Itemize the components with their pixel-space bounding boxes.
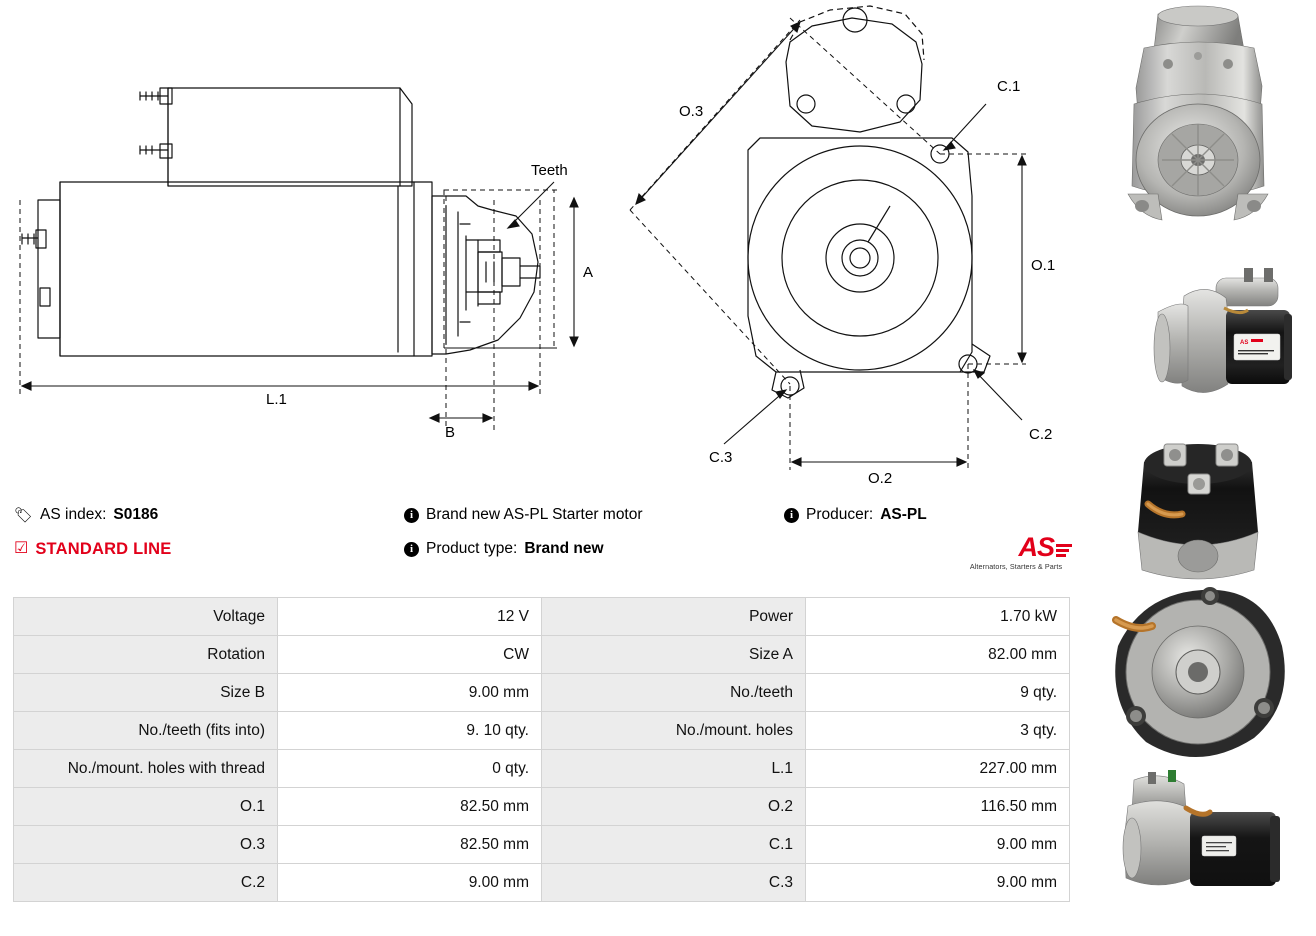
info-icon: i (404, 508, 419, 523)
spec-value: 82.50 mm (278, 788, 542, 826)
spec-label: Size A (542, 636, 806, 674)
spec-label: Size B (14, 674, 278, 712)
svg-text:O.1: O.1 (1031, 257, 1056, 274)
svg-text:C.1: C.1 (997, 78, 1021, 95)
spec-value: 9.00 mm (278, 864, 542, 902)
spec-value: 9. 10 qty. (278, 712, 542, 750)
as-index (14, 506, 404, 524)
starter-photo-drive-end[interactable] (1098, 580, 1298, 766)
spec-value: 116.50 mm (806, 788, 1070, 826)
spec-label: O.2 (542, 788, 806, 826)
spec-label: C.2 (14, 864, 278, 902)
spec-label: No./mount. holes with thread (14, 750, 278, 788)
product-type-label: Product type: (426, 540, 518, 557)
spec-label: No./mount. holes (542, 712, 806, 750)
producer-value: AS-PL (880, 506, 927, 523)
product-description (404, 506, 784, 524)
table-row (14, 674, 1070, 712)
svg-text:O.2: O.2 (868, 470, 893, 487)
svg-text:A: A (583, 264, 594, 281)
product-type-value: Brand new (524, 540, 604, 557)
spec-value: 3 qty. (806, 712, 1070, 750)
spec-label: L.1 (542, 750, 806, 788)
starter-photo-solenoid-top[interactable] (1098, 428, 1298, 580)
table-row (14, 826, 1070, 864)
spec-value: 0 qty. (278, 750, 542, 788)
table-row (14, 788, 1070, 826)
spec-label: C.1 (542, 826, 806, 864)
logo-subtitle: Alternators, Starters & Parts (969, 562, 1063, 571)
as-index-value: S0186 (113, 506, 159, 523)
as-index-label: AS index: (40, 506, 107, 523)
spec-value: 9.00 mm (806, 826, 1070, 864)
spec-label: No./teeth (fits into) (14, 712, 278, 750)
table-row (14, 750, 1070, 788)
svg-text:C.3: C.3 (709, 449, 733, 466)
specification-table (13, 597, 1070, 902)
starter-photo-black-body[interactable] (1098, 766, 1298, 926)
spec-value: 9 qty. (806, 674, 1070, 712)
table-row (14, 712, 1070, 750)
spec-label: O.3 (14, 826, 278, 864)
producer (784, 506, 1070, 524)
spec-value: 9.00 mm (806, 864, 1070, 902)
product-photo-strip (1080, 0, 1316, 936)
table-row (14, 636, 1070, 674)
info-row-1 (14, 498, 1070, 532)
spec-label: No./teeth (542, 674, 806, 712)
spec-label: Power (542, 598, 806, 636)
check-box-icon: ☑ (14, 540, 29, 557)
product-info (14, 498, 1070, 566)
spec-value: 1.70 kW (806, 598, 1070, 636)
product-description-text: Brand new AS-PL Starter motor (426, 506, 643, 523)
svg-text:O.3: O.3 (679, 103, 704, 120)
info-icon: i (784, 508, 799, 523)
svg-text:B: B (445, 424, 456, 441)
label-teeth: Teeth (531, 162, 568, 179)
spec-value: CW (278, 636, 542, 674)
info-row-2 (14, 532, 1070, 566)
spec-label: Rotation (14, 636, 278, 674)
producer-label: Producer: (806, 506, 874, 523)
spec-value: 12 V (278, 598, 542, 636)
starter-photo-side[interactable] (1098, 256, 1298, 428)
table-row (14, 864, 1070, 902)
table-row (14, 598, 1070, 636)
spec-value: 82.50 mm (278, 826, 542, 864)
standard-line-label: STANDARD LINE (35, 539, 172, 558)
tag-icon: 🏷 (14, 506, 34, 524)
spec-value: 9.00 mm (278, 674, 542, 712)
spec-label: Voltage (14, 598, 278, 636)
info-icon: i (404, 542, 419, 557)
starter-photo-front-angle[interactable] (1098, 0, 1298, 256)
spec-label: C.3 (542, 864, 806, 902)
spec-label: O.1 (14, 788, 278, 826)
logo-text: AS (1018, 532, 1054, 562)
spec-value: 82.00 mm (806, 636, 1070, 674)
svg-text:AS: AS (1240, 340, 1249, 346)
product-type (404, 540, 784, 558)
spec-value: 227.00 mm (806, 750, 1070, 788)
standard-line-badge (14, 540, 404, 559)
svg-text:L.1: L.1 (266, 391, 287, 408)
as-pl-logo (960, 534, 1072, 571)
svg-text:C.2: C.2 (1029, 426, 1053, 443)
technical-drawings (0, 0, 1080, 490)
logo-bars-icon (1056, 544, 1072, 560)
